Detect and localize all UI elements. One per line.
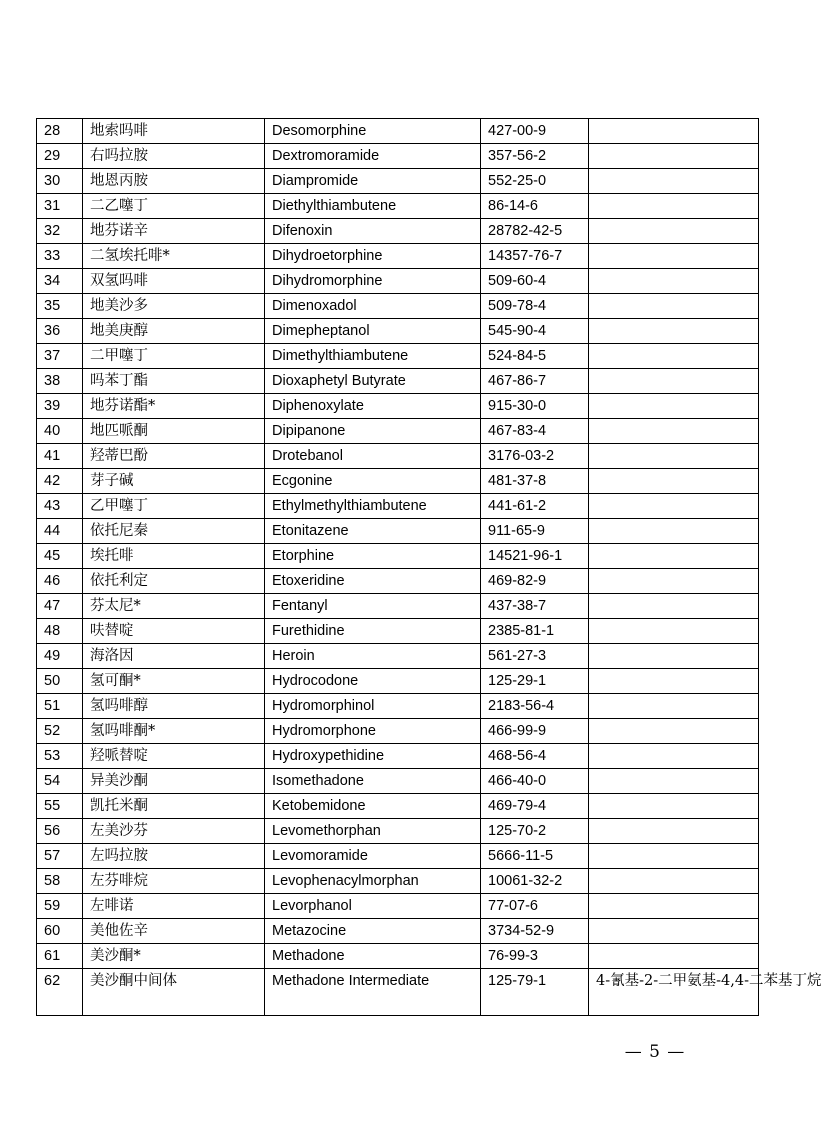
note-cell — [589, 544, 759, 569]
english-name-cell: Ethylmethylthiambutene — [265, 494, 481, 519]
english-name-cell: Methadone — [265, 944, 481, 969]
note-cell — [589, 819, 759, 844]
cas-number-cell: 10061-32-2 — [481, 869, 589, 894]
table-row — [37, 144, 759, 169]
table-row — [37, 844, 759, 869]
row-number-cell: 28 — [37, 119, 83, 144]
table-row — [37, 519, 759, 544]
table-row — [37, 694, 759, 719]
note-cell — [589, 369, 759, 394]
chinese-name-cell: 地美庚醇 — [83, 319, 265, 344]
chinese-name-cell: 海洛因 — [83, 644, 265, 669]
row-number-cell: 40 — [37, 419, 83, 444]
note-cell — [589, 269, 759, 294]
table-row — [37, 219, 759, 244]
english-name-cell: Levophenacylmorphan — [265, 869, 481, 894]
table-row — [37, 819, 759, 844]
row-number-cell: 37 — [37, 344, 83, 369]
note-cell — [589, 719, 759, 744]
row-number-cell: 48 — [37, 619, 83, 644]
table-row — [37, 269, 759, 294]
english-name-cell: Dimenoxadol — [265, 294, 481, 319]
cas-number-cell: 3176-03-2 — [481, 444, 589, 469]
cas-number-cell: 552-25-0 — [481, 169, 589, 194]
table-row — [37, 319, 759, 344]
english-name-cell: Methadone Intermediate — [265, 969, 481, 1016]
cas-number-cell: 86-14-6 — [481, 194, 589, 219]
row-number-cell: 30 — [37, 169, 83, 194]
row-number-cell: 58 — [37, 869, 83, 894]
english-name-cell: Dimepheptanol — [265, 319, 481, 344]
cas-number-cell: 2183-56-4 — [481, 694, 589, 719]
row-number-cell: 49 — [37, 644, 83, 669]
english-name-cell: Isomethadone — [265, 769, 481, 794]
table-row — [37, 569, 759, 594]
chinese-name-cell: 地索吗啡 — [83, 119, 265, 144]
cas-number-cell: 76-99-3 — [481, 944, 589, 969]
note-cell — [589, 594, 759, 619]
english-name-cell: Diampromide — [265, 169, 481, 194]
note-cell — [589, 619, 759, 644]
chinese-name-cell: 左美沙芬 — [83, 819, 265, 844]
chinese-name-cell: 美他佐辛 — [83, 919, 265, 944]
chinese-name-cell: 芽子碱 — [83, 469, 265, 494]
cas-number-cell: 509-60-4 — [481, 269, 589, 294]
table-row — [37, 194, 759, 219]
row-number-cell: 31 — [37, 194, 83, 219]
table-row — [37, 744, 759, 769]
row-number-cell: 56 — [37, 819, 83, 844]
chinese-name-cell: 依托利定 — [83, 569, 265, 594]
page-number: — 5 — — [624, 1042, 686, 1062]
note-cell — [589, 119, 759, 144]
note-cell — [589, 144, 759, 169]
cas-number-cell: 467-86-7 — [481, 369, 589, 394]
note-cell — [589, 294, 759, 319]
table-row — [37, 619, 759, 644]
chinese-name-cell: 二氢埃托啡* — [83, 244, 265, 269]
cas-number-cell: 481-37-8 — [481, 469, 589, 494]
english-name-cell: Levomethorphan — [265, 819, 481, 844]
cas-number-cell: 469-82-9 — [481, 569, 589, 594]
note-cell — [589, 869, 759, 894]
row-number-cell: 29 — [37, 144, 83, 169]
note-cell — [589, 394, 759, 419]
chinese-name-cell: 二乙噻丁 — [83, 194, 265, 219]
english-name-cell: Etorphine — [265, 544, 481, 569]
cas-number-cell: 5666-11-5 — [481, 844, 589, 869]
english-name-cell: Hydromorphone — [265, 719, 481, 744]
english-name-cell: Furethidine — [265, 619, 481, 644]
note-cell — [589, 894, 759, 919]
chinese-name-cell: 羟哌替啶 — [83, 744, 265, 769]
table-row — [37, 594, 759, 619]
cas-number-cell: 125-70-2 — [481, 819, 589, 844]
cas-number-cell: 77-07-6 — [481, 894, 589, 919]
chinese-name-cell: 地芬诺辛 — [83, 219, 265, 244]
english-name-cell: Dimethylthiambutene — [265, 344, 481, 369]
chinese-name-cell: 左啡诺 — [83, 894, 265, 919]
table-body — [37, 119, 822, 1016]
note-cell — [589, 469, 759, 494]
english-name-cell: Ketobemidone — [265, 794, 481, 819]
english-name-cell: Desomorphine — [265, 119, 481, 144]
english-name-cell: Diphenoxylate — [265, 394, 481, 419]
note-cell — [589, 569, 759, 594]
english-name-cell: Etonitazene — [265, 519, 481, 544]
cas-number-cell: 467-83-4 — [481, 419, 589, 444]
note-cell — [589, 494, 759, 519]
row-number-cell: 60 — [37, 919, 83, 944]
chinese-name-cell: 左芬啡烷 — [83, 869, 265, 894]
cas-number-cell: 509-78-4 — [481, 294, 589, 319]
row-number-cell: 43 — [37, 494, 83, 519]
table-row — [37, 344, 759, 369]
note-cell — [589, 419, 759, 444]
note-cell — [589, 844, 759, 869]
chinese-name-cell: 氢吗啡醇 — [83, 694, 265, 719]
table-row — [37, 794, 759, 819]
note-cell — [589, 169, 759, 194]
chinese-name-cell: 地美沙多 — [83, 294, 265, 319]
chinese-name-cell: 地匹哌酮 — [83, 419, 265, 444]
row-number-cell: 33 — [37, 244, 83, 269]
cas-number-cell: 427-00-9 — [481, 119, 589, 144]
table-row — [37, 119, 759, 144]
cas-number-cell: 561-27-3 — [481, 644, 589, 669]
cas-number-cell: 14357-76-7 — [481, 244, 589, 269]
chinese-name-cell: 左吗拉胺 — [83, 844, 265, 869]
chinese-name-cell: 氢可酮* — [83, 669, 265, 694]
row-number-cell: 54 — [37, 769, 83, 794]
row-number-cell: 36 — [37, 319, 83, 344]
english-name-cell: Fentanyl — [265, 594, 481, 619]
row-number-cell: 53 — [37, 744, 83, 769]
table-row — [37, 919, 759, 944]
chinese-name-cell: 凯托米酮 — [83, 794, 265, 819]
row-number-cell: 34 — [37, 269, 83, 294]
chinese-name-cell: 地芬诺酯* — [83, 394, 265, 419]
chinese-name-cell: 地恩丙胺 — [83, 169, 265, 194]
table-row — [37, 869, 759, 894]
row-number-cell: 35 — [37, 294, 83, 319]
english-name-cell: Dihydroetorphine — [265, 244, 481, 269]
cas-number-cell: 911-65-9 — [481, 519, 589, 544]
english-name-cell: Dioxaphetyl Butyrate — [265, 369, 481, 394]
chinese-name-cell: 羟蒂巴酚 — [83, 444, 265, 469]
cas-number-cell: 524-84-5 — [481, 344, 589, 369]
row-number-cell: 62 — [37, 969, 83, 1016]
english-name-cell: Heroin — [265, 644, 481, 669]
chinese-name-cell: 呋替啶 — [83, 619, 265, 644]
row-number-cell: 39 — [37, 394, 83, 419]
cas-number-cell: 469-79-4 — [481, 794, 589, 819]
note-cell — [589, 319, 759, 344]
row-number-cell: 59 — [37, 894, 83, 919]
cas-number-cell: 125-79-1 — [481, 969, 589, 1016]
row-number-cell: 47 — [37, 594, 83, 619]
chinese-name-cell: 芬太尼* — [83, 594, 265, 619]
table-row — [37, 544, 759, 569]
table-row — [37, 644, 759, 669]
english-name-cell: Drotebanol — [265, 444, 481, 469]
row-number-cell: 38 — [37, 369, 83, 394]
table-row — [37, 169, 759, 194]
cas-number-cell: 3734-52-9 — [481, 919, 589, 944]
english-name-cell: Metazocine — [265, 919, 481, 944]
row-number-cell: 50 — [37, 669, 83, 694]
cas-number-cell: 357-56-2 — [481, 144, 589, 169]
chinese-name-cell: 美沙酮中间体 — [83, 969, 265, 1016]
cas-number-cell: 437-38-7 — [481, 594, 589, 619]
row-number-cell: 57 — [37, 844, 83, 869]
note-cell — [589, 444, 759, 469]
chinese-name-cell: 吗苯丁酯 — [83, 369, 265, 394]
note-cell — [589, 669, 759, 694]
note-cell — [589, 244, 759, 269]
english-name-cell: Hydromorphinol — [265, 694, 481, 719]
table-row — [37, 444, 759, 469]
note-cell: 4-氰基-2-二甲氨基-4,4-二苯基丁烷 — [589, 969, 759, 1016]
note-cell — [589, 769, 759, 794]
drug-list-table — [36, 118, 822, 1016]
english-name-cell: Dipipanone — [265, 419, 481, 444]
chinese-name-cell: 埃托啡 — [83, 544, 265, 569]
english-name-cell: Levorphanol — [265, 894, 481, 919]
table-row — [37, 394, 759, 419]
row-number-cell: 32 — [37, 219, 83, 244]
table-row — [37, 669, 759, 694]
cas-number-cell: 441-61-2 — [481, 494, 589, 519]
row-number-cell: 46 — [37, 569, 83, 594]
table-row — [37, 719, 759, 744]
cas-number-cell: 28782-42-5 — [481, 219, 589, 244]
english-name-cell: Dihydromorphine — [265, 269, 481, 294]
note-cell — [589, 644, 759, 669]
table-row — [37, 894, 759, 919]
table-row — [37, 369, 759, 394]
note-cell — [589, 219, 759, 244]
english-name-cell: Levomoramide — [265, 844, 481, 869]
cas-number-cell: 468-56-4 — [481, 744, 589, 769]
chinese-name-cell: 异美沙酮 — [83, 769, 265, 794]
row-number-cell: 45 — [37, 544, 83, 569]
note-cell — [589, 794, 759, 819]
chinese-name-cell: 氢吗啡酮* — [83, 719, 265, 744]
table-row — [37, 944, 759, 969]
cas-number-cell: 14521-96-1 — [481, 544, 589, 569]
table-row — [37, 969, 759, 1016]
cas-number-cell: 915-30-0 — [481, 394, 589, 419]
cas-number-cell: 545-90-4 — [481, 319, 589, 344]
table-row — [37, 419, 759, 444]
table-row — [37, 769, 759, 794]
row-number-cell: 52 — [37, 719, 83, 744]
note-cell — [589, 194, 759, 219]
row-number-cell: 55 — [37, 794, 83, 819]
note-cell — [589, 919, 759, 944]
table-row — [37, 469, 759, 494]
note-cell — [589, 344, 759, 369]
english-name-cell: Ecgonine — [265, 469, 481, 494]
note-cell — [589, 694, 759, 719]
cas-number-cell: 466-40-0 — [481, 769, 589, 794]
english-name-cell: Hydroxypethidine — [265, 744, 481, 769]
cas-number-cell: 2385-81-1 — [481, 619, 589, 644]
table-row — [37, 244, 759, 269]
english-name-cell: Dextromoramide — [265, 144, 481, 169]
chinese-name-cell: 右吗拉胺 — [83, 144, 265, 169]
note-cell — [589, 519, 759, 544]
chinese-name-cell: 美沙酮* — [83, 944, 265, 969]
chinese-name-cell: 乙甲噻丁 — [83, 494, 265, 519]
note-cell — [589, 944, 759, 969]
table-row — [37, 294, 759, 319]
english-name-cell: Hydrocodone — [265, 669, 481, 694]
chinese-name-cell: 二甲噻丁 — [83, 344, 265, 369]
english-name-cell: Difenoxin — [265, 219, 481, 244]
chinese-name-cell: 依托尼秦 — [83, 519, 265, 544]
row-number-cell: 42 — [37, 469, 83, 494]
english-name-cell: Diethylthiambutene — [265, 194, 481, 219]
cas-number-cell: 466-99-9 — [481, 719, 589, 744]
row-number-cell: 61 — [37, 944, 83, 969]
note-cell — [589, 744, 759, 769]
row-number-cell: 41 — [37, 444, 83, 469]
table-row — [37, 494, 759, 519]
cas-number-cell: 125-29-1 — [481, 669, 589, 694]
english-name-cell: Etoxeridine — [265, 569, 481, 594]
row-number-cell: 44 — [37, 519, 83, 544]
row-number-cell: 51 — [37, 694, 83, 719]
chinese-name-cell: 双氢吗啡 — [83, 269, 265, 294]
